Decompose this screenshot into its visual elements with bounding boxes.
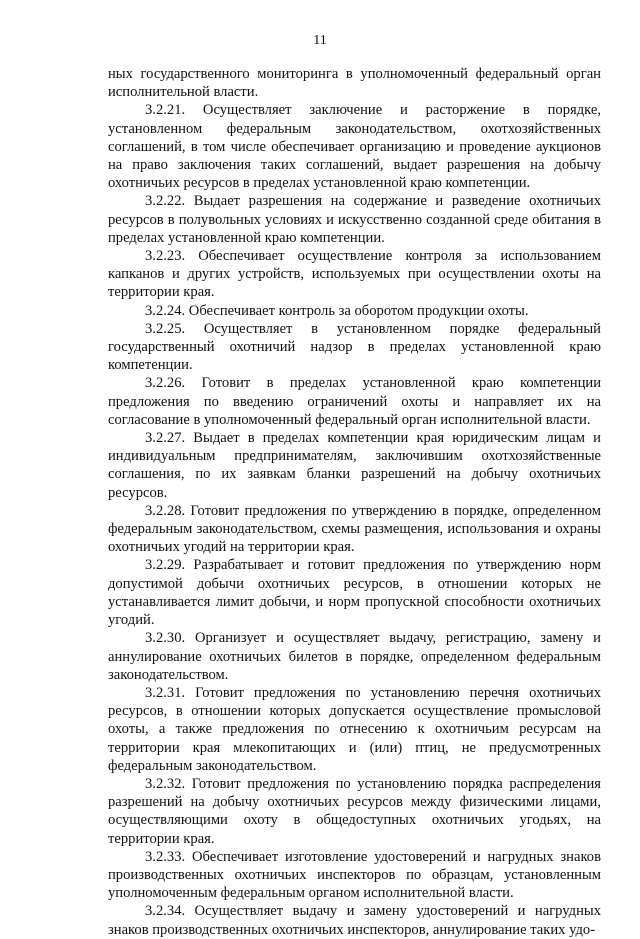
paragraph-3-2-25: 3.2.25. Осуществляет в установленном порядке федеральный государственный охотничий надзор в пределах установленной краю компетенции. — [108, 320, 601, 374]
paragraph-3-2-29: 3.2.29. Разрабатывает и готовит предложения по утверждению норм допустимой добычи охотничьих ресурсов, в отношении которых не устанавливается лимит добычи, и норм пропускной способности охотничьих угодий. — [108, 557, 601, 629]
paragraph-3-2-27: 3.2.27. Выдает в пределах компетенции края юридическим лицам и индивидуальным предпринимателям, заключившим охотхозяйственные соглашения, по их заявкам бланки разрешений на добычу охотничьих ресурсов. — [108, 430, 601, 501]
paragraph-3-2-22: 3.2.22. Выдает разрешения на содержание и разведение охотничьих ресурсов в полувольных условиях и искусственно созданной среде обитания в пределах установленной краю компетенции. — [108, 193, 601, 246]
page-number: 11 — [313, 33, 327, 48]
paragraph-3-2-24: 3.2.24. Обеспечивает контроль за оборотом продукции охоты. — [145, 302, 529, 319]
paragraph-3-2-34: 3.2.34. Осуществляет выдачу и замену удостоверений и нагрудных знаков производственных охотничьих инспекторов, аннулирование таких удо- — [108, 903, 601, 938]
paragraph-3-2-32: 3.2.32. Готовит предложения по установлению порядка распределения разрешений на добычу охотничьих ресурсов между физическими лицами, осуществляющими охоту в общедоступных охотничьих угодьях, на территории края. — [108, 775, 601, 847]
paragraph-3-2-31: 3.2.31. Готовит предложения по установлению перечня охотничьих ресурсов, в отношении которых допускается осуществление промысловой охоты, а также предложения по отнесению к охотничьим ресурсам на территории края млекопитающих и (или) птиц, не предусмотренных федеральным законодательством. — [108, 684, 601, 774]
paragraph-3-2-28: 3.2.28. Готовит предложения по утверждению в порядке, определенном федеральным законодательством, схемы размещения, использования и охраны охотничьих угодий на территории края. — [108, 502, 601, 556]
paragraph-3-2-21: 3.2.21. Осуществляет заключение и расторжение в порядке, установленном федеральным законодательством, охотхозяйственных соглашений, в том числе обеспечивает организацию и проведение аукционов на право заключения таких соглашений, выдает разрешения на добычу охотничьих ресурсов в пределах установленной краю компетенции. — [108, 102, 601, 192]
paragraph-continuation: ных государственного мониторинга в уполномоченный федеральный орган исполнительной власти. — [108, 66, 601, 101]
paragraph-3-2-23: 3.2.23. Обеспечивает осуществление контроля за использованием капканов и других устройств, используемых при осуществлении охоты на территории края. — [108, 248, 601, 301]
paragraph-3-2-30: 3.2.30. Организует и осуществляет выдачу, регистрацию, замену и аннулирование охотничьих билетов в порядке, определенном федеральным законодательством. — [108, 630, 601, 683]
paragraph-3-2-26: 3.2.26. Готовит в пределах установленной краю компетенции предложения по введению ограничений охоты и направляет их на согласование в уполномоченный федеральный орган исполнительной власти. — [108, 375, 601, 428]
paragraph-3-2-33: 3.2.33. Обеспечивает изготовление удостоверений и нагрудных знаков производственных охотничьих инспекторов по образцам, установленным уполномоченным федеральным органом исполнительной власти. — [108, 848, 601, 902]
document-body — [108, 65, 601, 939]
